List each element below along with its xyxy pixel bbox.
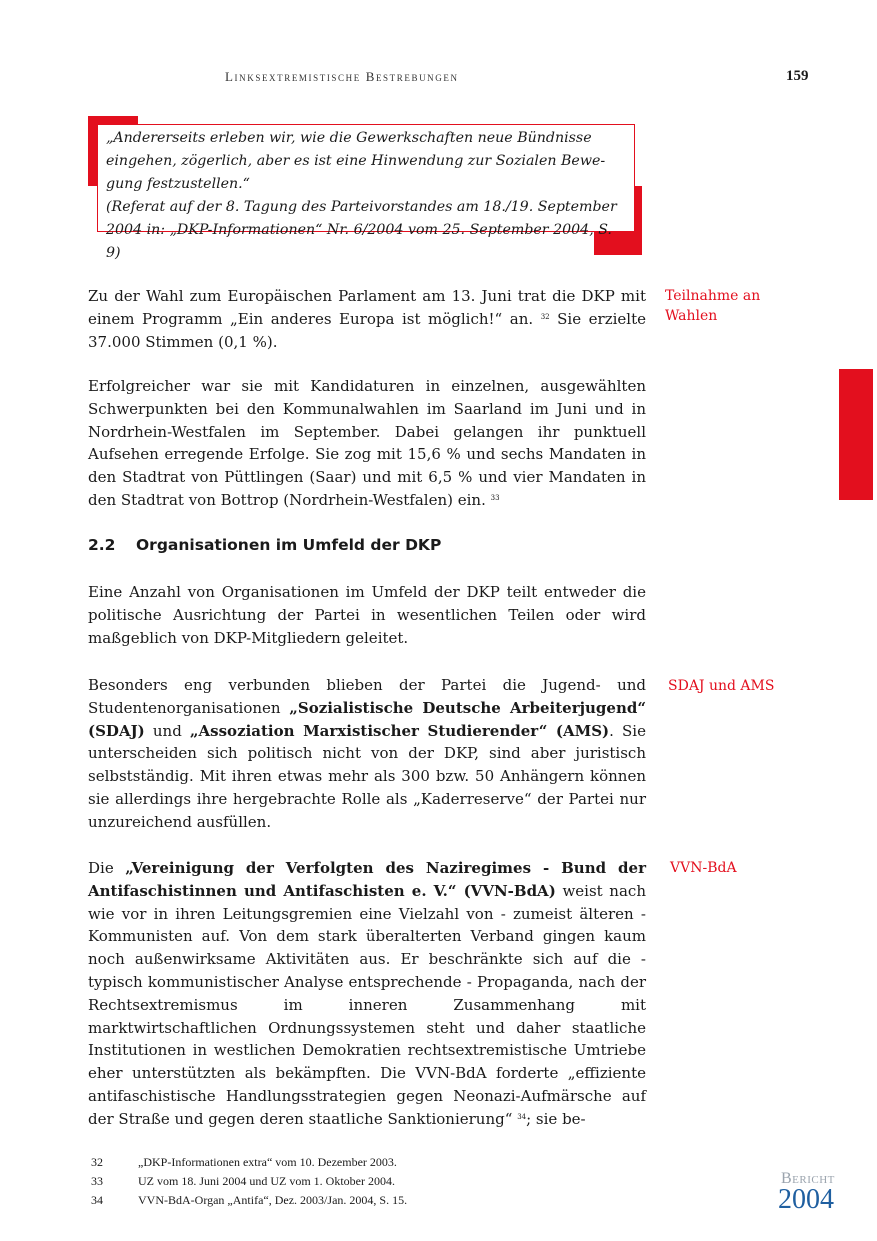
footnote-number: 32 [91, 1155, 103, 1169]
paragraph-sdaj-ams [88, 674, 646, 834]
quote-box [97, 124, 635, 261]
section-title: Organisationen im Umfeld der DKP [136, 536, 442, 554]
page-number: 159 [786, 68, 809, 84]
paragraph-vvn-bda [88, 857, 646, 1131]
organisation-name: „Assoziation Marxistischer Studierender“ (AMS) [189, 721, 610, 740]
margin-note-line: Teilnahme an [665, 288, 761, 304]
margin-note-sdaj: SDAJ und AMS [668, 678, 775, 694]
paragraph-text: und [152, 721, 182, 740]
footnote-text: VVN-BdA-Organ „Antifa“, Dez. 2003/Jan. 2004, S. 15. [138, 1193, 408, 1207]
report-logo-year: 2004 [778, 1184, 834, 1215]
footnote-text: „DKP-Informationen extra“ vom 10. Dezember 2003. [138, 1155, 397, 1169]
paragraph-text: weist nach wie vor in ihren Leitungsgremien eine Vielzahl von - zumeist älteren - Kommunisten auf. Von dem stark überalterten Verband gingen kaum noch außenwirksame Aktivitäten aus. Er beschränkte sich auf die - typisch kommunistischer Analyse entsprechende - Propaganda, nach der Rechtsextremismus im inneren Zusammenhang mit marktwirtschaftlichen Ordnungssystemen steht und daher staatliche Institutionen in westlichen Demokratien rechtsextremistische Umtriebe eher unterstützten als bekämpften. Die VVN-BdA forderte „effiziente antifaschistische Handlungsstrategien gegen Neonazi-Aufmärsche auf der Straße und gegen deren staatliche Sanktionierung“ [88, 881, 646, 1128]
footnote-ref[interactable]: 32 [540, 312, 550, 321]
footnote-ref[interactable]: 34 [517, 1112, 527, 1121]
organisation-name: „Sozialistische Deutsche Arbeiterjugend“ (SDAJ) [88, 698, 646, 740]
quote-line: „Andererseits erleben wir, wie die Gewerkschaften neue Bündnisse [106, 130, 592, 146]
organisation-name: „Vereinigung der Verfolgten des Naziregimes - Bund der Antifaschistinnen und Antifaschisten e. V.“ (VVN-BdA) [88, 859, 646, 900]
chapter-tab [839, 369, 873, 500]
section-heading [88, 536, 441, 554]
report-logo-word: Bericht [781, 1170, 835, 1187]
paragraph-kommunalwahlen [88, 375, 646, 512]
quote-source: (Referat auf der 8. Tagung des Parteivorstandes am 18./19. September [106, 199, 617, 215]
quote-source: 2004 in: „DKP-Informationen“ Nr. 6/2004 vom 25. September 2004, S. 9) [106, 222, 612, 261]
footnote-number: 33 [91, 1174, 103, 1188]
section-number: 2.2 [88, 536, 116, 554]
paragraph-text: . Sie unterscheiden sich politisch nicht von der DKP, sind aber juristisch selbstständig. Mit ihren etwas mehr als 300 bzw. 50 Anhängern können sie allerdings ihre hergebrachte Rolle als „Kaderreserve“ der Partei nur unzureichend ausfüllen. [88, 721, 646, 831]
paragraph-text: ; sie be- [526, 1109, 586, 1128]
footnote-text: UZ vom 18. Juni 2004 und UZ vom 1. Oktober 2004. [138, 1174, 395, 1188]
paragraph-europawahl [88, 285, 646, 353]
paragraph-text: Besonders eng verbunden blieben der Partei die Jugend- und Studentenorganisationen [88, 676, 646, 717]
paragraph-text: Die [88, 859, 114, 877]
paragraph-text: Zu der Wahl zum Europäischen Parlament am 13. Juni trat die DKP mit einem Programm „Ein anderes Europa ist möglich!“ an. [88, 287, 646, 328]
quote-line: gung festzustellen.“ [106, 176, 250, 192]
margin-note-vvn: VVN-BdA [670, 860, 737, 876]
footnote-ref[interactable]: 33 [490, 493, 500, 502]
margin-note-wahlen [665, 286, 760, 326]
paragraph-text: Erfolgreicher war sie mit Kandidaturen in einzelnen, ausgewählten Schwerpunkten bei den Kommunalwahlen im Saarland im Juni und in Nordrhein-Westfalen im September. Dabei gelangen ihr punktuell Aufsehen erregende Erfolge. Sie zog mit 15,6 % und sechs Mandaten in den Stadtrat von Püttlingen (Saar) und mit 6,5 % und vier Mandaten in den Stadtrat von Bottrop (Nordrhein-Westfalen) ein. [88, 377, 646, 509]
running-header: Linksextremistische Bestrebungen [225, 69, 459, 84]
paragraph-text: Sie erzielte 37.000 Stimmen (0,1 %). [88, 309, 646, 351]
paragraph-organisationen: Eine Anzahl von Organisationen im Umfeld der DKP teilt entweder die politische Ausrichtung der Partei in wesentlichen Teilen oder wird maßgeblich von DKP-Mitgliedern geleitet. [88, 583, 646, 647]
footnote-number: 34 [91, 1193, 103, 1207]
quote-line: eingehen, zögerlich, aber es ist eine Hinwendung zur Sozialen Bewe- [106, 153, 606, 169]
margin-note-line: Wahlen [665, 308, 718, 324]
